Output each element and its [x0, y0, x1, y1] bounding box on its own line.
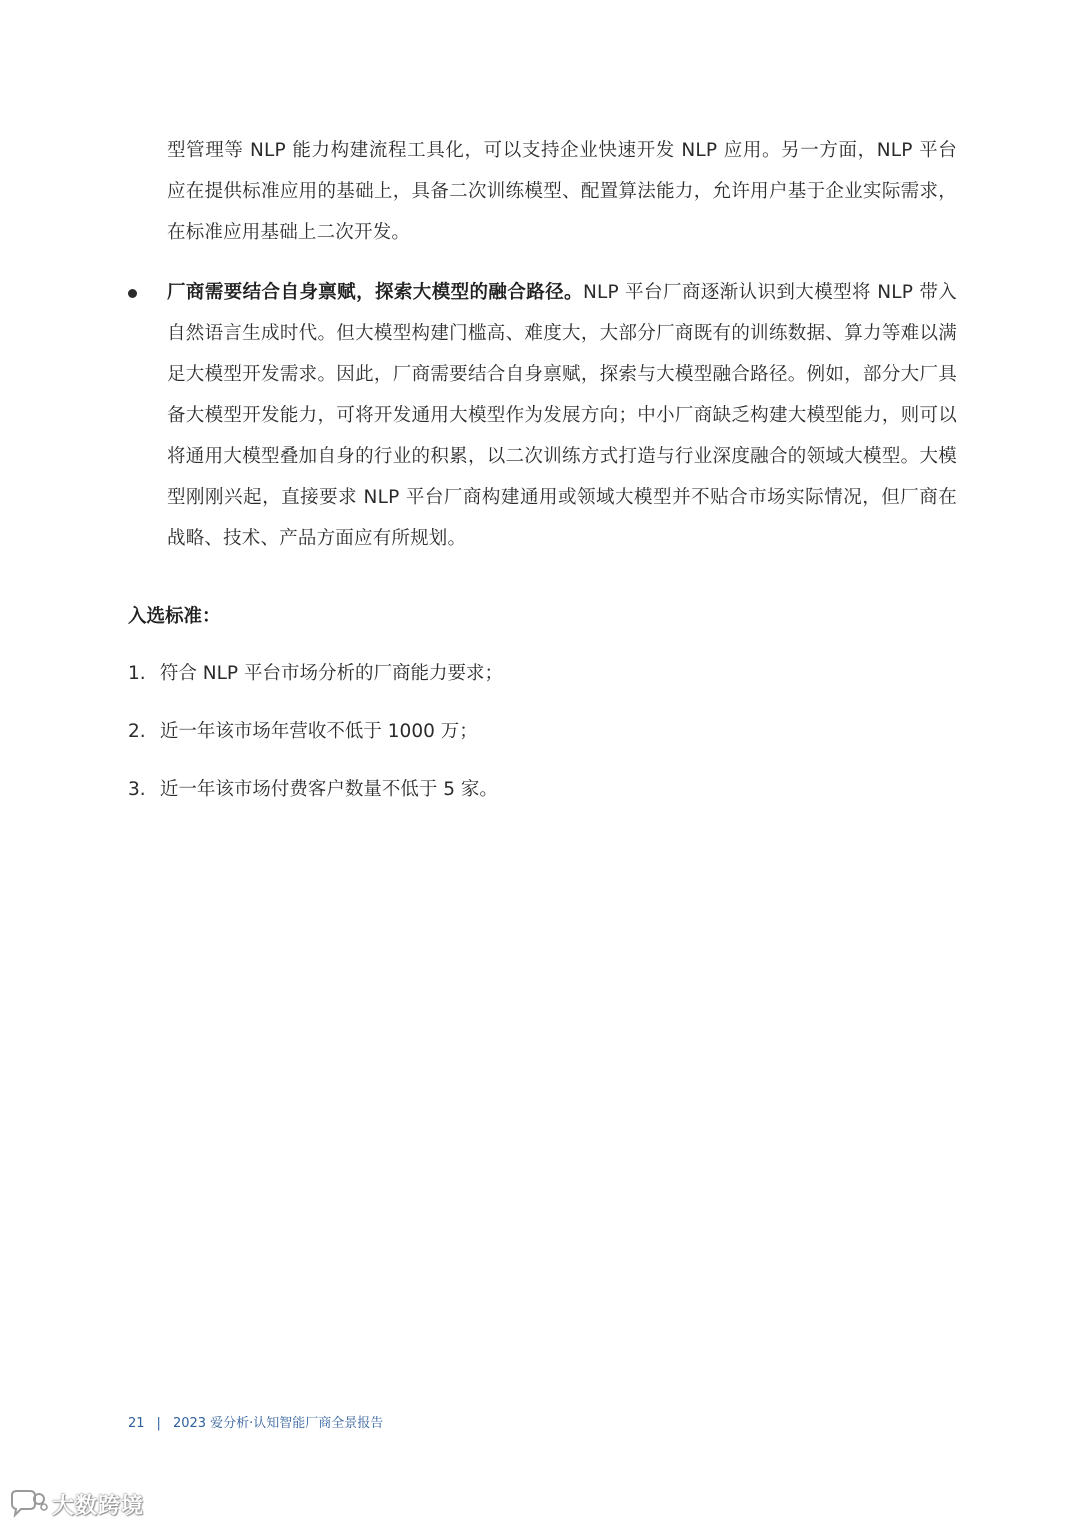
- watermark: [8, 1487, 144, 1521]
- criteria-item-number: 1.: [128, 663, 146, 684]
- page-footer: [128, 1414, 383, 1434]
- bullet-dot-icon: [128, 289, 137, 298]
- criteria-item-number: 2.: [128, 721, 146, 742]
- criteria-item-text: 近一年该市场年营收不低于 1000 万；: [159, 721, 478, 742]
- report-title: 2023 爱分析·认知智能厂商全景报告: [172, 1416, 384, 1431]
- bullet-text: [167, 272, 957, 559]
- continuation-paragraph: 型管理等 NLP 能力构建流程工具化，可以支持企业快速开发 NLP 应用。另一方面，NLP 平台应在提供标准应用的基础上，具备二次训练模型、配置算法能力，允许用户基于企业实际需求，在标准应用基础上二次开发。: [167, 140, 957, 243]
- criteria-item-text: 符合 NLP 平台市场分析的厂商能力要求；: [159, 663, 503, 684]
- watermark-text: 大数跨境: [52, 1493, 145, 1519]
- criteria-item-text: 近一年该市场付费客户数量不低于 5 家。: [159, 779, 498, 800]
- criteria-item-number: 3.: [128, 779, 146, 800]
- criteria-heading: 入选标准：: [128, 606, 221, 627]
- page-number: 21: [128, 1416, 145, 1431]
- bullet-body: NLP 平台厂商逐渐认识到大模型将 NLP 带入自然语言生成时代。但大模型构建门槛高、难度大，大部分厂商既有的训练数据、算力等难以满足大模型开发需求。因此，厂商需要结合自身禀赋，探索与大模型融合路径。例如，部分大厂具备大模型开发能力，可将开发通用大模型作为发展方向；中小厂商缺乏构建大模型能力，则可以将通用大模型叠加自身的行业的积累，以二次训练方式打造与行业深度融合的领域大模型。大模型刚刚兴起，直接要求 NLP 平台厂商构建通用或领域大模型并不贴合市场实际情况，但厂商在战略、技术、产品方面应有所规划。: [167, 282, 958, 549]
- bullet-lead: 厂商需要结合自身禀赋，探索大模型的融合路径。: [167, 282, 583, 303]
- criteria-item: [128, 774, 503, 832]
- criteria-list: [128, 658, 503, 832]
- speech-bubble-logo-icon: [8, 1489, 48, 1519]
- criteria-item: [128, 658, 503, 716]
- criteria-item: [128, 716, 503, 774]
- footer-separator: |: [156, 1416, 161, 1431]
